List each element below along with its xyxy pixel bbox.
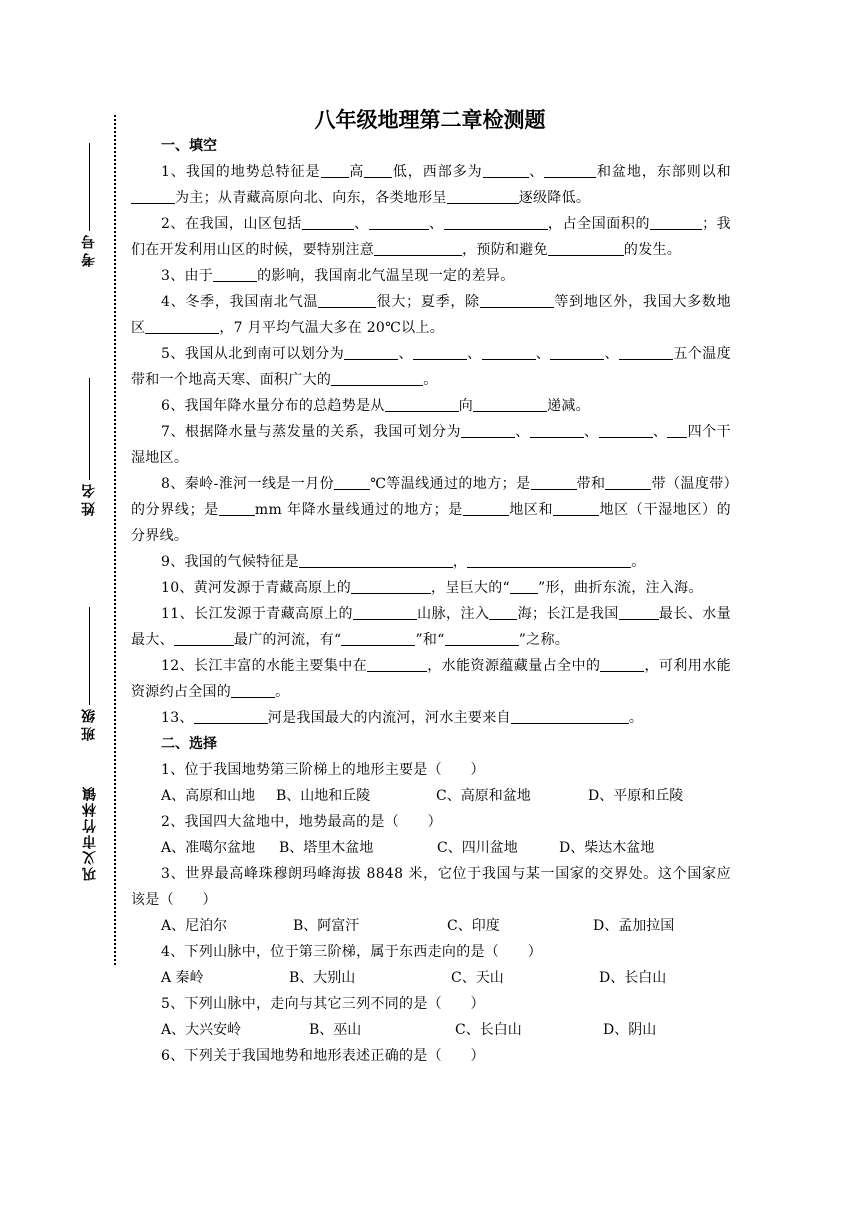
question-choice-2: 2、我国四大盆地中，地势最高的是（ ） bbox=[161, 814, 442, 830]
class-blank bbox=[89, 607, 90, 705]
page-title: 八年级地理第二章检测题 bbox=[314, 108, 546, 132]
option-c[interactable]: C、四川盆地 bbox=[437, 840, 518, 856]
option-c[interactable]: C、高原和盆地 bbox=[436, 788, 531, 804]
option-c[interactable]: C、长白山 bbox=[455, 1022, 522, 1038]
class-label: 班级 bbox=[81, 705, 97, 741]
question-fill-8: 8、秦岭-淮河一线是一月份 ℃等温线通过的地方；是 带和 带（温度带）的分界线；是 mm 年降水量线通过的地方；是 地区和 地区（干湿地区）的分界线。 bbox=[131, 476, 731, 544]
option-d[interactable]: D、阴山 bbox=[603, 1022, 657, 1038]
option-b[interactable]: B、塔里木盆地 bbox=[279, 840, 374, 856]
document-body bbox=[131, 133, 731, 1069]
question-fill-10: 10、黄河发源于青藏高原上的 ，呈巨大的“ ”形，曲折东流，注入海。 bbox=[161, 580, 703, 596]
exam-number-blank bbox=[89, 143, 90, 231]
name-label: 姓名 bbox=[81, 480, 97, 516]
option-d[interactable]: D、柴达木盆地 bbox=[559, 840, 655, 856]
question-fill-5: 5、我国从北到南可以划分为 、 、 、 、 五个温度带和一个地高天寒、面积广大的 。 bbox=[131, 346, 731, 388]
question-fill-9: 9、我国的气候特征是 ， 。 bbox=[161, 554, 646, 570]
name-blank bbox=[89, 378, 90, 480]
option-c[interactable]: C、印度 bbox=[447, 918, 500, 934]
choice-4-options bbox=[161, 965, 731, 991]
option-d[interactable]: D、平原和丘陵 bbox=[588, 788, 684, 804]
question-choice-1: 1、位于我国地势第三阶梯上的地形主要是（ ） bbox=[161, 762, 485, 778]
choice-1-options bbox=[161, 783, 731, 809]
option-a[interactable]: A、准噶尔盆地 bbox=[161, 840, 256, 856]
question-choice-6: 6、下列关于我国地势和地形表述正确的是（ ） bbox=[161, 1048, 485, 1064]
question-fill-2: 2、在我国，山区包括 、 、 ，占全国面积的 ；我们在开发利用山区的时候，要特别注意 ，预防和避免 的发生。 bbox=[131, 216, 731, 258]
question-fill-4: 4、冬季，我国南北气温 很大；夏季，除 等到地区外，我国大多数地区 ，7 月平均气温大多在 20℃以上。 bbox=[131, 294, 731, 336]
option-b[interactable]: B、山地和丘陵 bbox=[276, 788, 371, 804]
question-fill-3: 3、由于 的影响，我国南北气温呈现一定的差异。 bbox=[161, 268, 515, 284]
question-fill-12: 12、长江丰富的水能主要集中在 ，水能资源蕴藏量占全中的 ，可利用水能资源约占全国的 。 bbox=[131, 658, 731, 700]
question-fill-11: 11、长江发源于青藏高原上的 山脉，注入 海；长江是我国 最长、水量最大、 最广的河流，有“ ”和“ ”之称。 bbox=[131, 606, 732, 648]
option-a[interactable]: A 秦岭 bbox=[161, 970, 204, 986]
option-a[interactable]: A、高原和山地 bbox=[161, 788, 256, 804]
question-choice-3: 3、世界最高峰珠穆朗玛峰海拔 8848 米，它位于我国与某一国家的交界处。这个国家应该是（ ） bbox=[131, 866, 731, 908]
choice-5-options bbox=[161, 1017, 731, 1043]
name-field bbox=[74, 378, 104, 516]
question-choice-5: 5、下列山脉中，走向与其它三列不同的是（ ） bbox=[161, 996, 485, 1012]
school-label: 巩义市竹林镇 bbox=[82, 785, 98, 881]
exam-number-label: 考号 bbox=[81, 231, 97, 267]
question-fill-7: 7、根据降水量与蒸发量的关系，我国可划分为 、 、 、 四个干湿地区。 bbox=[131, 424, 731, 466]
option-b[interactable]: B、巫山 bbox=[309, 1022, 362, 1038]
section-fill-heading: 一、填空 bbox=[161, 138, 217, 154]
option-b[interactable]: B、大别山 bbox=[289, 970, 356, 986]
exam-number-field bbox=[74, 143, 104, 267]
option-d[interactable]: D、孟加拉国 bbox=[593, 918, 675, 934]
option-d[interactable]: D、长白山 bbox=[599, 970, 667, 986]
choice-3-options bbox=[161, 913, 731, 939]
binding-dotted-line bbox=[114, 115, 116, 965]
question-fill-6: 6、我国年降水量分布的总趋势是从 向 递减。 bbox=[161, 398, 590, 414]
option-c[interactable]: C、天山 bbox=[451, 970, 504, 986]
section-choice-heading: 二、选择 bbox=[161, 736, 217, 752]
question-choice-4: 4、下列山脉中，位于第三阶梯，属于东西走向的是（ ） bbox=[161, 944, 543, 960]
question-fill-13: 13、 河是我国最大的内流河，河水主要来自 。 bbox=[161, 710, 644, 726]
option-a[interactable]: A、尼泊尔 bbox=[161, 918, 228, 934]
class-field bbox=[74, 607, 104, 741]
option-a[interactable]: A、大兴安岭 bbox=[161, 1022, 242, 1038]
option-b[interactable]: B、阿富汗 bbox=[293, 918, 360, 934]
choice-2-options bbox=[161, 835, 731, 861]
question-fill-1: 1、我国的地势总特征是 高 低，西部多为 、 和盆地，东部则以和为主；从青藏高原向北、向东，各类地形呈 逐级降低。 bbox=[131, 159, 731, 211]
